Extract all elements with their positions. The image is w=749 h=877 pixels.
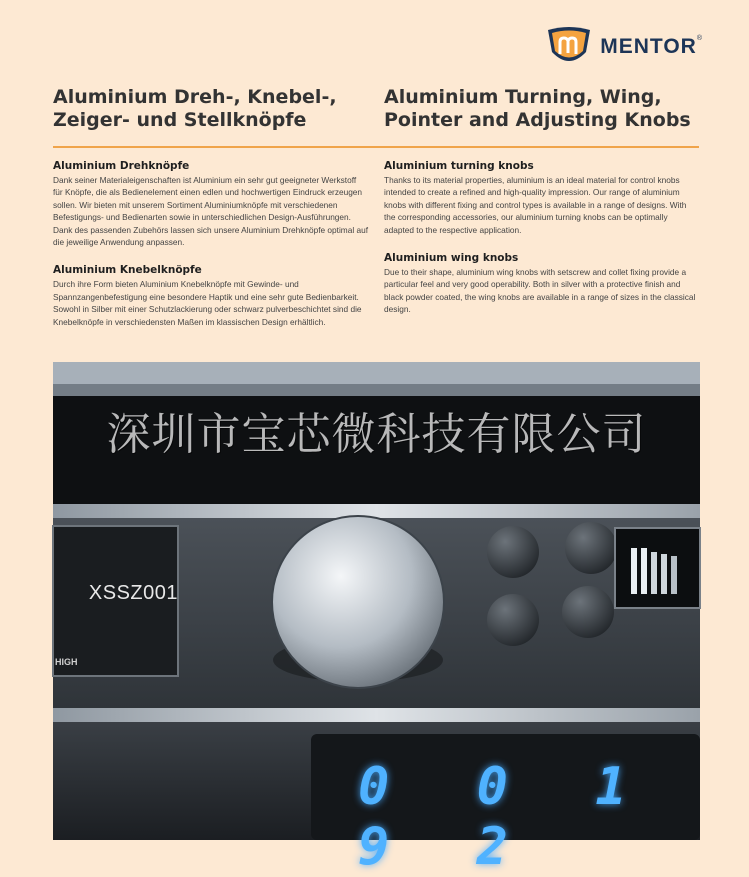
german-section-wing (53, 264, 368, 328)
section-title: Aluminium Drehknöpfe (53, 160, 190, 172)
german-heading-line1: Aluminium Dreh-, Knebel-, (53, 86, 337, 108)
model-label: XSSZ001 (88, 582, 178, 604)
high-label: HIGH (55, 657, 78, 667)
mentor-logo-mark-icon (546, 26, 592, 68)
section-title: Aluminium Knebelknöpfe (53, 264, 202, 277)
section-body: Due to their shape, aluminium wing knobs with setscrew and collet fixing provide a particular feel and very good operability. Both in silver with a protective finish and black powder coated, the wing knobs are available in a range of sizes in the classical design. (384, 267, 696, 315)
heading-divider (53, 146, 699, 148)
mentor-logo-text: MENTOR® (600, 35, 703, 58)
mentor-logo (546, 26, 703, 68)
english-section-turning (384, 160, 699, 236)
section-body: Dank seiner Materialeigenschaften ist Aluminium ein sehr gut geeigneter Werkstoff für Knöpfe, die als Bedienelement einen edlen und hochwertigen Eindruck erzeugen sollen. Wir bieten mit unserem Sortiment Aluminiumknöpfe mit verschiedenen Befestigungs- und Bedienarten sowie in unterschiedlichen Design-Ausführungen. Dank des passenden Zubehörs lassen sich unsere Aluminium Drehknöpfe optimal auf die jeweilige Anwendung anpassen. (53, 175, 368, 248)
product-photo (53, 362, 700, 877)
german-heading (53, 86, 368, 136)
english-heading-line2: Pointer and Adjusting Knobs (384, 109, 691, 131)
section-body: Durch ihre Form bieten Aluminium Knebelknöpfe mit Gewinde- und Spannzangenbefestigung eine besondere Haptik und eine sehr gute Bedienbarkeit. Sowohl in Silber mit einer Schutzlackierung oder schwarz pulverbeschichtet sind die Knebelknöpfe in verschiedensten Maßen im klassischen Design erhältlich. (53, 279, 362, 327)
german-section-turning (53, 160, 368, 248)
watermark-text: 深圳市宝芯微科技有限公司 (106, 409, 647, 460)
section-title: Aluminium turning knobs (384, 160, 534, 172)
english-column (384, 86, 699, 316)
english-heading-line1: Aluminium Turning, Wing, (384, 86, 662, 108)
german-column (53, 86, 368, 328)
english-section-wing (384, 252, 699, 316)
display-digits: 0 0 1 9 2 (358, 757, 655, 877)
section-body: Thanks to its material properties, aluminium is an ideal material for control knobs intended to create a refined and high-quality impression. Our range of aluminium knobs with different fixing and control types is available in a range of designs. With the corresponding accessories, our aluminium turning knobs can be optimally adapted to the respective application. (384, 175, 687, 235)
german-heading-line2: Zeiger- und Stellknöpfe (53, 109, 307, 131)
section-title: Aluminium wing knobs (384, 252, 519, 265)
english-heading (384, 86, 699, 136)
